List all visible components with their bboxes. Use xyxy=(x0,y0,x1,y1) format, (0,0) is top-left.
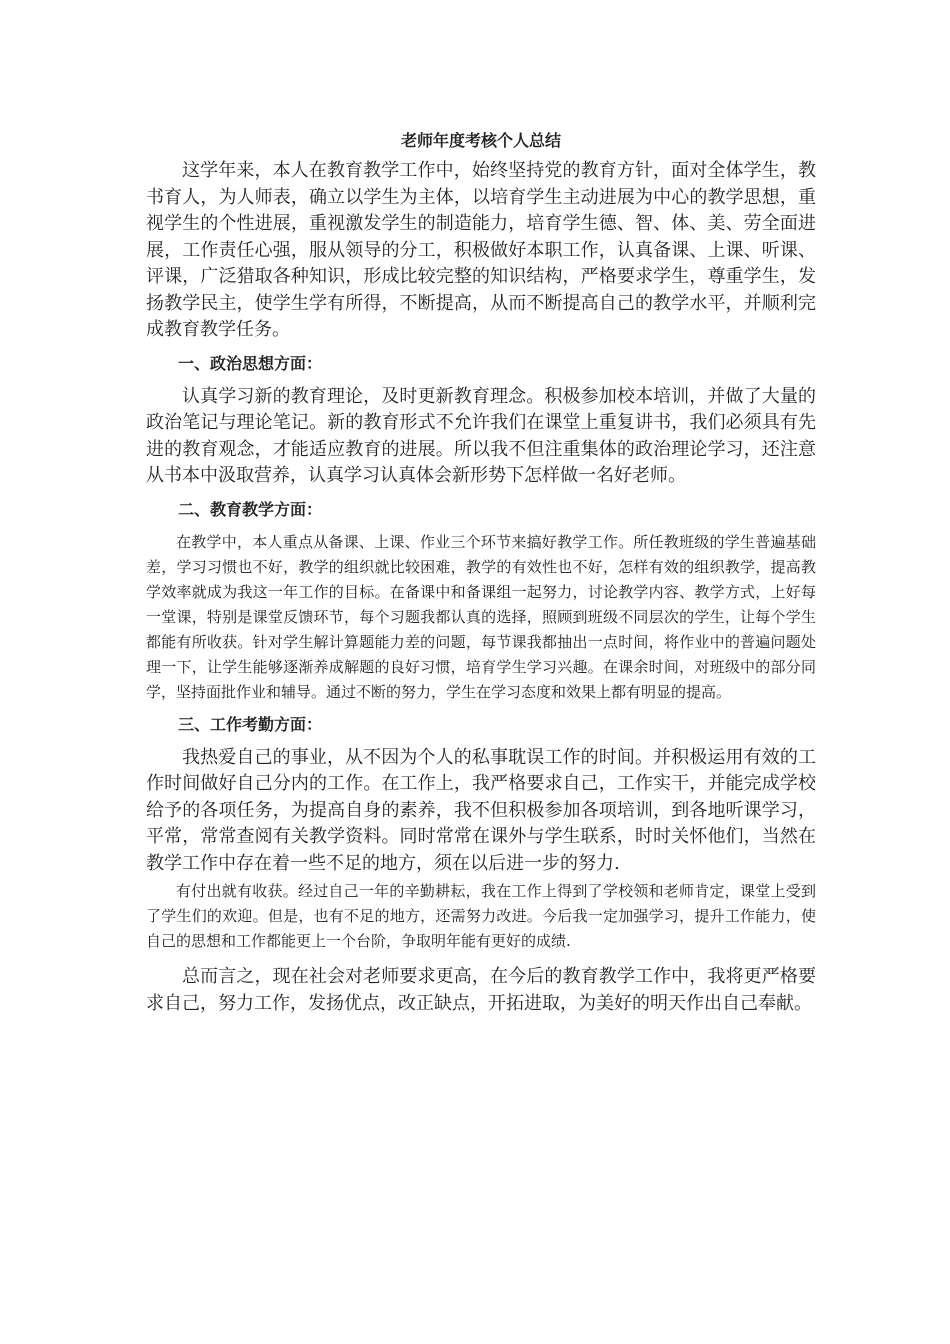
section-heading-attendance: 三、工作考勤方面： xyxy=(178,714,323,734)
harvest-paragraph: 有付出就有收获。经过自己一年的辛勤耕耘，我在工作上得到了学校领和老师肯定，课堂上受到了学生们的欢迎。但是，也有不足的地方，还需努力改进。今后我一定加强学习，提升工作能力，使自己的思想和工作都能更上一个台阶，争取明年能有更好的成绩. xyxy=(146,882,816,950)
section-body-politics: 认真学习新的教育理论，及时更新教育理念。积极参加校本培训，并做了大量的政治笔记与理论笔记。新的教育形式不允许我们在课堂上重复讲书，我们必须具有先进的教育观念，才能适应教育的进展。所以我不但注重集体的政治理论学习，还注意从书本中汲取营养，认真学习认真体会新形势下怎样做一名好老师。 xyxy=(146,385,816,486)
section-body-teaching: 在教学中，本人重点从备课、上课、作业三个环节来搞好教学工作。所任教班级的学生普遍基础差，学习习惯也不好，教学的组织就比较困难，教学的有效性也不好，怎样有效的组织教学，提高教学效率就成为我这一年工作的目标。在备课中和备课组一起努力，讨论教学内容、教学方式，上好每一堂课，特别是课堂反馈环节，每个习题我都认真的选择，照顾到班级不同层次的学生，让每个学生都能有所收获。针对学生解计算题能力差的问题，每节课我都抽出一点时间，将作业中的普遍问题处理一下，让学生能够逐渐养成解题的良好习惯，培育学生学习兴趣。在课余时间，对班级中的部分同学，坚持面批作业和辅导。通过不断的努力，学生在学习态度和效果上都有明显的提高。 xyxy=(146,532,816,701)
conclusion-paragraph: 总而言之，现在社会对老师要求更高，在今后的教育教学工作中，我将更严格要求自己，努力工作，发扬优点，改正缺点，开拓进取，为美好的明天作出自己奉献。 xyxy=(146,966,816,1014)
document-title: 老师年度考核个人总结 xyxy=(400,131,561,150)
intro-paragraph: 这学年来，本人在教育教学工作中，始终坚持党的教育方针，面对全体学生，教书育人，为人师表，确立以学生为主体，以培育学生主动进展为中心的教学思想，重视学生的个性进展，重视激发学生的制造能力，培育学生德、智、体、美、劳全面进展，工作责任心强，服从领导的分工，积极做好本职工作，认真备课、上课、听课、评课，广泛猎取各种知识，形成比较完整的知识结构，严格要求学生，尊重学生，发扬教学民主，使学生学有所得，不断提高，从而不断提高自己的教学水平，并顺利完成教育教学任务。 xyxy=(146,160,816,340)
section-heading-politics: 一、政治思想方面： xyxy=(178,353,323,373)
section-body-attendance: 我热爱自己的事业，从不因为个人的私事耽误工作的时间。并积极运用有效的工作时间做好自己分内的工作。在工作上，我严格要求自己，工作实干，并能完成学校给予的各项任务，为提高自身的素养，我不但积极参加各项培训，到各地听课学习，平常，常常查阅有关教学资料。同时常常在课外与学生联系，时时关怀他们，当然在教学工作中存在着一些不足的地方，须在以后进一步的努力. xyxy=(146,746,816,874)
document-page xyxy=(146,128,816,1017)
section-heading-teaching: 二、教育教学方面： xyxy=(178,499,323,519)
